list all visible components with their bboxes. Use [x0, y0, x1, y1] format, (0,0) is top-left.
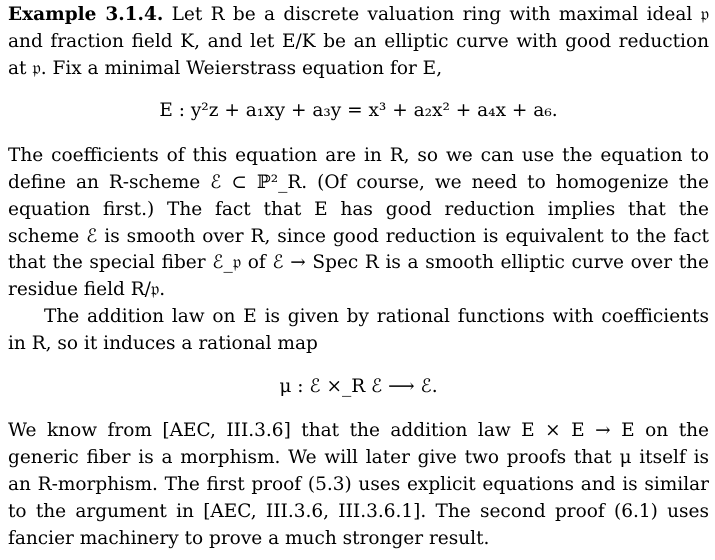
example-label: Example 3.1.4. — [8, 4, 164, 25]
addition-map-equation: μ : ℰ ×_R ℰ ⟶ ℰ. — [279, 375, 438, 397]
weierstrass-equation: E : y²z + a₁xy + a₃y = x³ + a₂x² + a₄x + a₆. — [159, 100, 558, 122]
paragraph-3: The addition law on E is given by rational functions with coefficients in R, so it induces a rational map — [8, 305, 709, 354]
paragraph-4: We know from [AEC, III.3.6] that the addition law E × E → E on the generic fiber is a morphism. We will later give two proofs that μ itself is an R-morphism. The first proof (5.3) uses explicit equations and is similar to the argument in [AEC, III.3.6, III.3.6.1]. The second proof (6.1) uses fancier machinery to prove a much stronger result. — [8, 420, 709, 549]
paragraph-1 — [8, 2, 709, 82]
paragraph-2: The coefficients of this equation are in R, so we can use the equation to define an R-scheme ℰ ⊂ ℙ²_R. (Of course, we need to homogenize the equation first.) The fact that E has good reduction implies that the scheme ℰ is smooth over R, since good reduction is equivalent to the fact that the special fiber ℰ_𝔭 of ℰ → Spec R is a smooth elliptic curve over the residue field R/𝔭. — [8, 145, 709, 301]
paragraph-1-text: Let R be a discrete valuation ring with maximal ideal 𝔭 and fraction field K, and let E/K be an elliptic curve with good reduction at 𝔭. Fix a minimal Weierstrass equation for E, — [8, 4, 709, 79]
